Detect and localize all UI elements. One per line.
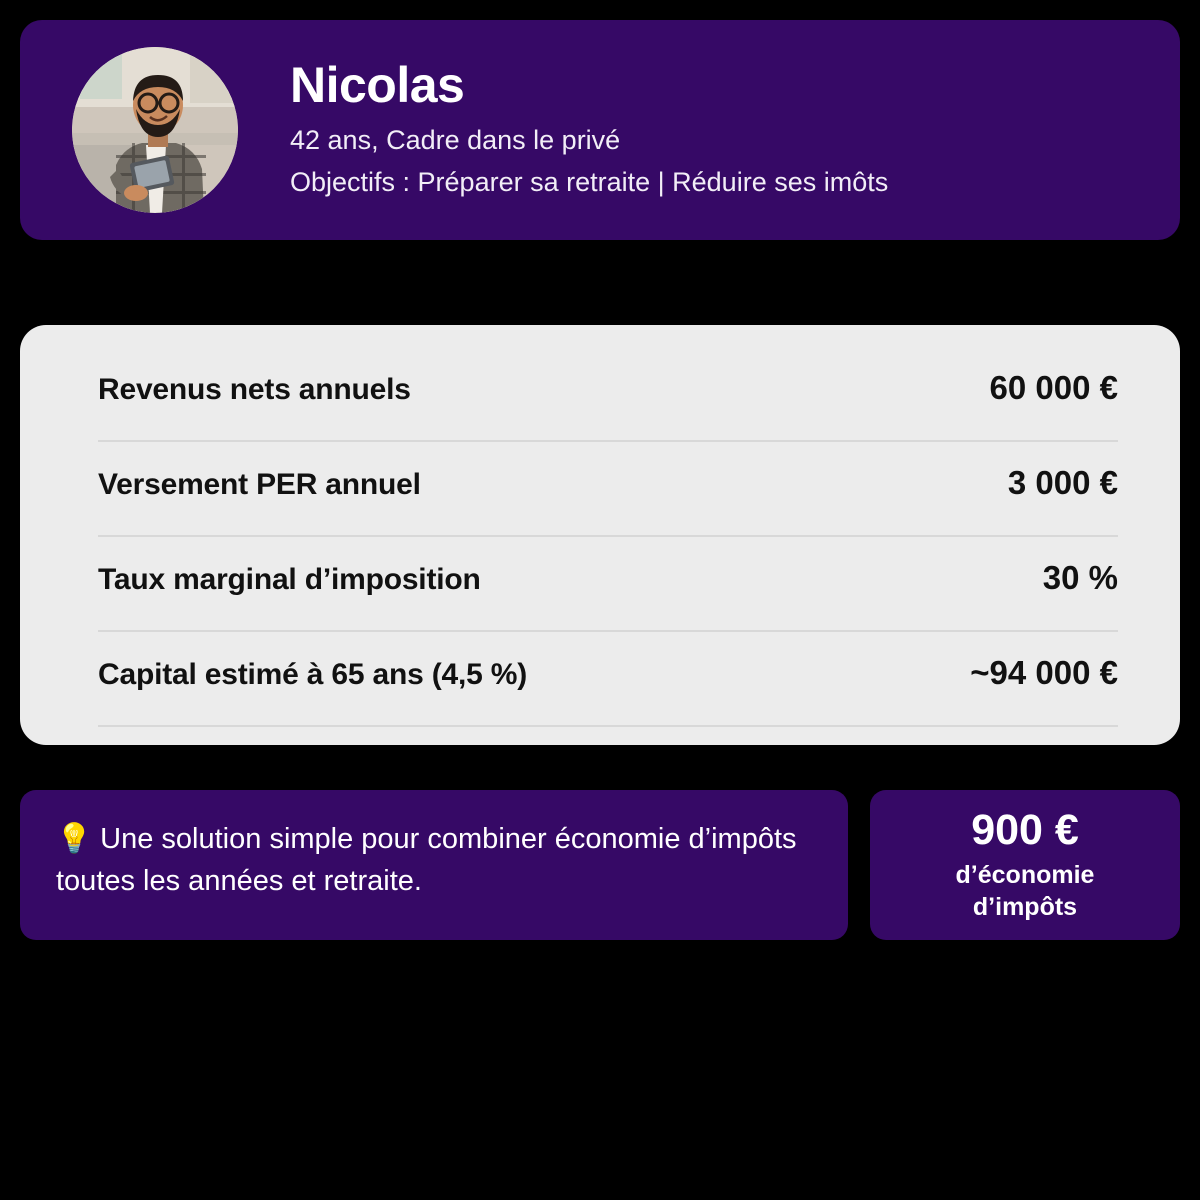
saving-caption-line1: d’économie	[955, 861, 1095, 890]
figure-value: 3 000 €	[1007, 464, 1118, 501]
figure-value: ~94 000 €	[970, 654, 1118, 691]
tip-card	[20, 790, 848, 940]
saving-amount: 900 €	[971, 806, 1079, 855]
tip-text-wrapper	[56, 818, 812, 902]
profile-subtitle: 42 ans, Cadre dans le privé	[290, 125, 621, 156]
saving-card	[870, 790, 1180, 940]
figures-card	[20, 325, 1180, 745]
figure-label: Taux marginal d’imposition	[98, 563, 481, 596]
figure-label: Revenus nets annuels	[98, 373, 411, 406]
profile-header-card	[20, 20, 1180, 240]
figure-value: 60 000 €	[989, 369, 1118, 406]
table-row	[98, 442, 1118, 537]
saving-caption-line2: d’impôts	[972, 892, 1078, 921]
table-row	[98, 347, 1118, 442]
tip-text: Une solution simple pour combiner économie d’impôts toutes les années et retraite.	[56, 823, 797, 898]
table-row	[98, 537, 1118, 632]
figure-label: Versement PER annuel	[98, 468, 421, 501]
profile-text-block	[290, 58, 888, 201]
figure-value: 30 %	[1042, 559, 1118, 596]
table-row	[98, 632, 1118, 727]
lightbulb-icon: 💡	[56, 823, 93, 855]
avatar	[72, 47, 238, 213]
figure-label: Capital estimé à 65 ans (4,5 %)	[98, 658, 527, 691]
profile-goals: Objectifs : Préparer sa retraite | Réduire ses imôts	[290, 166, 889, 197]
profile-name: Nicolas	[290, 57, 465, 114]
person-with-tablet-photo	[72, 47, 238, 213]
